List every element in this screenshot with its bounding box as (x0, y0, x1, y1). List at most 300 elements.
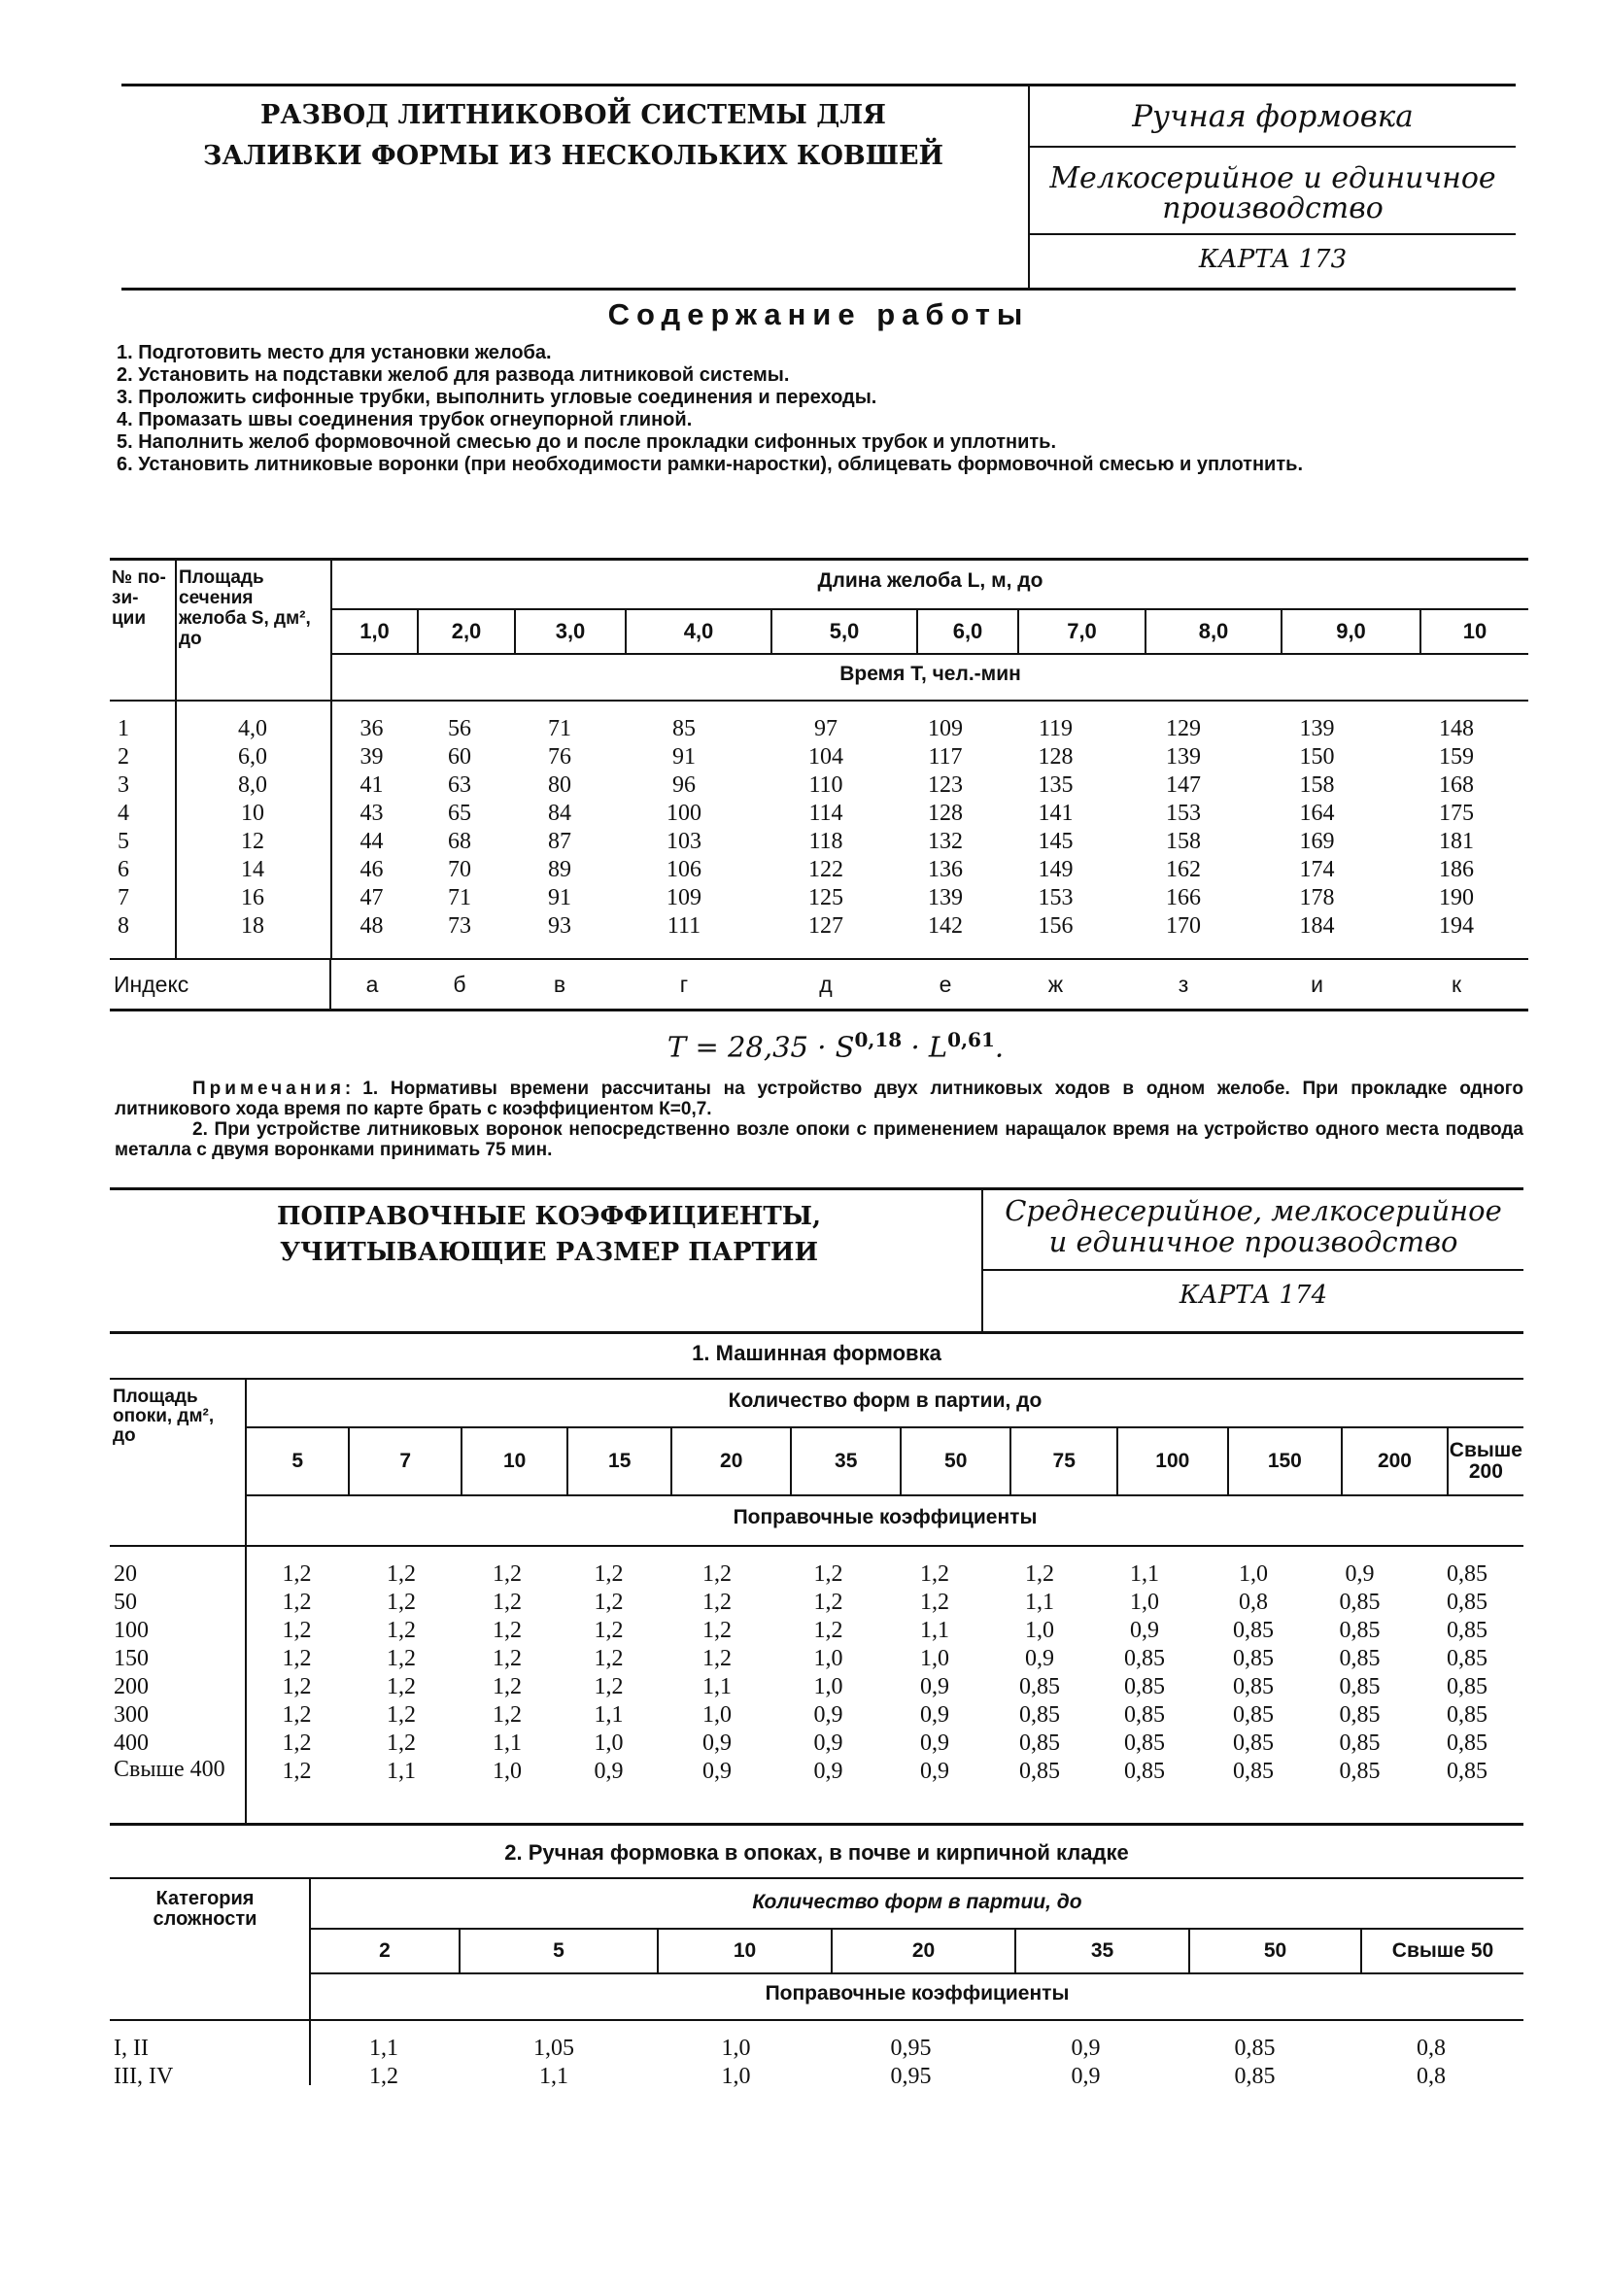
area-cell: 400 (114, 1731, 149, 1756)
table173-rule (110, 700, 1528, 702)
time-cell: 145 (1038, 829, 1074, 854)
step-item: 2. Установить на подставки желоб для развода литниковой системы. (117, 364, 790, 386)
top-rule (121, 84, 1516, 86)
coef-cell: 1,1 (369, 2036, 398, 2061)
coef-cell: 0,85 (1019, 1731, 1060, 1756)
table-row (110, 884, 1528, 912)
length-col: 10 (1420, 610, 1528, 653)
coef-cell: 0,9 (594, 1759, 624, 1784)
step-item: 5. Наполнить желоб формовочной смесью до и после прокладки сифонных трубок и уплотнить. (117, 431, 1057, 453)
coef-cell: 1,0 (920, 1646, 949, 1671)
time-cell: 87 (548, 829, 571, 854)
coef-cell: 1,1 (539, 2064, 568, 2089)
time-cell: 139 (1166, 744, 1201, 770)
header-rule-1 (1030, 146, 1516, 148)
coef-cell: 0,85 (1019, 1702, 1060, 1728)
header-bottom-rule (121, 288, 1516, 291)
length-col: 4,0 (626, 610, 771, 653)
length-columns (332, 610, 1528, 653)
notes-label: Примечания: (192, 1079, 356, 1099)
card173-title-line2: ЗАЛИВКИ ФОРМЫ ИЗ НЕСКОЛЬКИХ КОВШЕЙ (202, 141, 944, 171)
time-cell: 80 (548, 772, 571, 798)
coef-cell: 1,0 (1130, 1590, 1159, 1615)
time-cell: 106 (667, 857, 701, 882)
index-cell: к (1451, 971, 1462, 997)
coef-cell: 1,2 (813, 1618, 843, 1643)
coef-cell: 0,85 (1447, 1759, 1487, 1784)
coef-cell: 0,85 (1233, 1674, 1274, 1699)
count-col: Свыше 50 (1361, 1930, 1523, 1972)
coef-cell: 0,85 (1447, 1618, 1487, 1643)
formula-base: T = 28,35 · S (667, 1030, 855, 1064)
coef-cell: 0,9 (1025, 1646, 1054, 1671)
time-cell: 136 (928, 857, 963, 882)
count-col: 150 (1228, 1428, 1343, 1494)
time-cell: 194 (1439, 913, 1474, 939)
step-item: 1. Подготовить место для установки желоба. (117, 342, 552, 363)
step-item: 4. Промазать швы соединения трубок огнеупорной глиной. (117, 409, 693, 430)
time-cell: 117 (928, 744, 963, 770)
area-cell: 150 (114, 1646, 149, 1671)
time-cell: 48 (359, 913, 384, 939)
coef-cell: 1,2 (369, 2064, 398, 2089)
time-cell: 76 (548, 744, 571, 770)
index-cell: г (679, 971, 689, 997)
coef-cell: 1,2 (493, 1590, 522, 1615)
coef-cell: 0,9 (813, 1759, 843, 1784)
length-col: 3,0 (515, 610, 626, 653)
time-cell: 168 (1439, 772, 1474, 798)
time-cell: 158 (1166, 829, 1201, 854)
s2-rule (110, 1877, 1523, 1879)
area-cell: 8,0 (238, 772, 267, 798)
section1-heading: 1. Машинная формовка (692, 1341, 941, 1365)
coef-cell: 0,8 (1417, 2036, 1446, 2061)
area-cell: 18 (241, 913, 264, 939)
count-col: 100 (1117, 1428, 1228, 1494)
note-1 (115, 1079, 1523, 1119)
s1-rule (247, 1494, 1523, 1496)
note-2: 2. При устройстве литниковых воронок непосредственно возле опоки с применением наращалок время на устройство одного места подвода металла с двумя воронками принимать 75 мин. (115, 1119, 1523, 1160)
formula-end: . (994, 1030, 1005, 1064)
time-cell: 41 (359, 772, 384, 798)
time-cell: 70 (448, 857, 471, 882)
time-cell: 60 (448, 744, 471, 770)
time-cell: 36 (359, 716, 384, 741)
s1-body (110, 1560, 1523, 1786)
coef-cell: 1,2 (282, 1618, 312, 1643)
coef-cell: 1,2 (387, 1561, 416, 1587)
coef-cell: 0,85 (1447, 1674, 1487, 1699)
time-cell: 109 (667, 885, 701, 910)
coef-cell: 0,85 (1233, 1646, 1274, 1671)
index-cell: а (365, 971, 379, 997)
area-cell: 6,0 (238, 744, 267, 770)
time-cell: 153 (1166, 801, 1201, 826)
length-col: 6,0 (917, 610, 1018, 653)
table-row (110, 715, 1528, 743)
s2-rule (311, 1972, 1523, 1974)
length-col: 5,0 (771, 610, 917, 653)
time-cell: 169 (1299, 829, 1335, 854)
coef-cell: 1,2 (702, 1618, 732, 1643)
time-cell: 118 (808, 829, 843, 854)
coef-cell: 1,2 (282, 1590, 312, 1615)
time-cell: 56 (448, 716, 471, 741)
coef-cell: 1,2 (282, 1674, 312, 1699)
s2-rule (110, 2019, 1523, 2021)
coef-cell: 0,85 (1339, 1646, 1381, 1671)
coef-cell: 1,1 (387, 1759, 416, 1784)
index-cell: в (553, 971, 566, 997)
time-cell: 175 (1439, 801, 1474, 826)
coef-cell: 0,85 (1124, 1702, 1165, 1728)
time-cell: 39 (359, 744, 384, 770)
index-cell: ж (1047, 971, 1064, 997)
coef-cell: 0,9 (813, 1731, 843, 1756)
length-col: 1,0 (359, 619, 390, 643)
s1-rule (110, 1378, 1523, 1380)
card174-top-rule (110, 1187, 1523, 1190)
step-item: 6. Установить литниковые воронки (при необходимости рамки-наростки), облицевать формовочной смесью и уплотнить. (117, 454, 1303, 475)
time-cell: 149 (1038, 857, 1074, 882)
coef-cell: 1,2 (594, 1618, 624, 1643)
coef-cell: 1,2 (387, 1618, 416, 1643)
time-cell: 181 (1439, 829, 1474, 854)
steps-list (117, 342, 1525, 476)
header-divider (1028, 84, 1030, 288)
time-cell: 100 (667, 801, 701, 826)
count-col: 2 (379, 1939, 391, 1962)
coef-cell: 1,2 (282, 1646, 312, 1671)
count-col: 5 (291, 1450, 304, 1472)
area-cell: 10 (241, 801, 264, 826)
s1-col-area-header: Площадь опоки, дм², до (113, 1387, 215, 1446)
table-row (110, 771, 1528, 800)
table-row (110, 1758, 1523, 1786)
time-cell: 114 (808, 801, 843, 826)
time-cell: 109 (928, 716, 963, 741)
count-col: 75 (1010, 1428, 1117, 1494)
coef-cell: 0,9 (813, 1702, 843, 1728)
time-cell: 97 (814, 716, 838, 741)
card174-title-line2: УЧИТЫВАЮЩИЕ РАЗМЕР ПАРТИИ (279, 1238, 819, 1267)
time-cell: 65 (448, 801, 471, 826)
count-col: 50 (1189, 1930, 1361, 1972)
table173-bottom-rule (110, 1009, 1528, 1011)
length-header: Длина желоба L, м, до (817, 569, 1043, 592)
coef-cell: 0,85 (1234, 2064, 1276, 2089)
coef-cell: 0,9 (1071, 2064, 1101, 2089)
time-cell: 158 (1299, 772, 1335, 798)
area-cell: 20 (114, 1561, 137, 1587)
time-cell: 44 (359, 829, 384, 854)
time-cell: 46 (359, 857, 384, 882)
s2-coef-header: Поправочные коэффициенты (765, 1982, 1070, 2005)
col-area-header: Площадь сечения желоба S, дм², до (179, 567, 311, 649)
index-cell: и (1311, 971, 1323, 997)
card174-header-rule (983, 1269, 1523, 1271)
formula-exp-l: 0,61 (947, 1028, 995, 1051)
time-cell: 84 (548, 801, 571, 826)
time-cell: 174 (1299, 857, 1335, 882)
table-row (110, 1589, 1523, 1617)
time-cell: 166 (1166, 885, 1201, 910)
coef-cell: 0,85 (1447, 1561, 1487, 1587)
area-cell: 14 (241, 857, 264, 882)
coef-cell: 0,9 (920, 1731, 949, 1756)
area-cell: 16 (241, 885, 264, 910)
time-cell: 142 (928, 913, 963, 939)
coef-cell: 0,85 (1339, 1731, 1381, 1756)
s1-rule (110, 1545, 1523, 1547)
time-cell: 73 (448, 913, 471, 939)
molding-type: Ручная формовка (1132, 99, 1414, 134)
area-cell: 300 (114, 1702, 149, 1728)
pos-cell: 5 (118, 829, 129, 854)
coef-cell: 1,1 (702, 1674, 732, 1699)
coef-cell: 0,85 (1019, 1674, 1060, 1699)
index-row (110, 960, 1528, 1009)
time-cell: 110 (808, 772, 843, 798)
time-cell: 186 (1439, 857, 1474, 882)
table-row (110, 828, 1528, 856)
coef-cell: 0,85 (1233, 1731, 1274, 1756)
card174-production-line2: и единичное производство (1048, 1225, 1458, 1258)
table-row (110, 856, 1528, 884)
coef-cell: 1,0 (493, 1759, 522, 1784)
table-row (110, 1617, 1523, 1645)
time-cell: 162 (1166, 857, 1201, 882)
s1-count-header: Количество форм в партии, до (728, 1389, 1043, 1412)
coef-cell: 1,2 (493, 1674, 522, 1699)
length-col: 9,0 (1282, 610, 1420, 653)
coef-cell: 0,85 (1447, 1646, 1487, 1671)
coef-cell: 0,95 (890, 2036, 932, 2061)
coef-cell: 0,85 (1124, 1674, 1165, 1699)
time-cell: 68 (448, 829, 471, 854)
coef-cell: 0,85 (1124, 1759, 1165, 1784)
coef-cell: 0,9 (920, 1759, 949, 1784)
time-cell: 139 (928, 885, 963, 910)
s2-col-category-header: Категория сложности (153, 1888, 257, 1930)
time-cell: 103 (667, 829, 701, 854)
time-cell: 111 (667, 913, 701, 939)
count-col: 20 (671, 1428, 791, 1494)
table-row (110, 912, 1528, 941)
content-heading: Содержание работы (607, 297, 1030, 331)
coef-cell: 0,85 (1233, 1618, 1274, 1643)
time-cell: 139 (1299, 716, 1335, 741)
time-cell: 43 (359, 801, 384, 826)
table173-body (110, 715, 1528, 941)
count-col: 15 (567, 1428, 671, 1494)
time-cell: 184 (1299, 913, 1335, 939)
area-cell: 4,0 (238, 716, 267, 741)
count-col: 35 (1015, 1930, 1189, 1972)
coef-cell: 1,05 (533, 2036, 574, 2061)
time-cell: 147 (1166, 772, 1201, 798)
time-cell: 135 (1038, 772, 1074, 798)
coef-cell: 1,2 (493, 1702, 522, 1728)
section2-heading: 2. Ручная формовка в опоках, в почве и кирпичной кладке (504, 1840, 1129, 1865)
length-col: 7,0 (1018, 610, 1145, 653)
count-col: 10 (462, 1428, 568, 1494)
coef-cell: 1,0 (813, 1646, 843, 1671)
note-1-text: 1. Нормативы времени рассчитаны на устройство двух литниковых ходов в одном желобе. При прокладке одного литникового хода время по карте брать с коэффициентом К=0,7. (115, 1079, 1523, 1119)
header-rule-2 (1030, 233, 1516, 235)
coef-cell: 0,85 (1233, 1759, 1274, 1784)
count-col: 35 (791, 1428, 901, 1494)
table-row (110, 1645, 1523, 1673)
coef-cell: 1,1 (493, 1731, 522, 1756)
coef-cell: 0,85 (1447, 1590, 1487, 1615)
coef-cell: 0,9 (1345, 1561, 1375, 1587)
count-col: 50 (901, 1428, 1011, 1494)
index-cell: б (453, 971, 466, 997)
count-col: 20 (832, 1930, 1015, 1972)
time-cell: 122 (808, 857, 843, 882)
coef-cell: 1,2 (282, 1759, 312, 1784)
time-cell: 71 (548, 716, 571, 741)
coef-cell: 1,1 (920, 1618, 949, 1643)
coef-cell: 1,2 (594, 1590, 624, 1615)
table173-rule (332, 653, 1528, 655)
coef-cell: 0,9 (920, 1674, 949, 1699)
formula (583, 1028, 1088, 1064)
coef-cell: 1,0 (721, 2036, 751, 2061)
time-cell: 128 (1038, 744, 1074, 770)
time-cell: 71 (448, 885, 471, 910)
time-cell: 159 (1439, 744, 1474, 770)
coef-cell: 1,1 (1130, 1561, 1159, 1587)
index-label: Индекс (110, 960, 330, 1009)
coef-cell: 1,1 (1025, 1590, 1054, 1615)
coef-cell: 0,85 (1124, 1646, 1165, 1671)
col-position-header: № по-зи-ции (112, 567, 166, 629)
pos-cell: 6 (118, 857, 129, 882)
time-cell: 89 (548, 857, 571, 882)
card174-header-bottom-rule (110, 1331, 1523, 1334)
s2-count-columns (311, 1930, 1523, 1972)
coef-cell: 1,0 (1025, 1618, 1054, 1643)
coef-cell: 1,2 (813, 1590, 843, 1615)
time-cell: 150 (1299, 744, 1335, 770)
card173-number: КАРТА 173 (1198, 245, 1348, 274)
index-cell: з (1178, 971, 1189, 997)
formula-mid: · L (902, 1030, 948, 1064)
time-cell: 91 (548, 885, 571, 910)
table-row (110, 2063, 1523, 2091)
index-cell: д (819, 971, 833, 997)
coef-cell: 1,2 (594, 1646, 624, 1671)
table-row (110, 1701, 1523, 1730)
card173-title (146, 95, 1001, 177)
time-cell: 93 (548, 913, 571, 939)
length-col: 8,0 (1145, 610, 1282, 653)
time-cell: 129 (1166, 716, 1201, 741)
area-cell: 200 (114, 1674, 149, 1699)
s2-count-header: Количество форм в партии, до (752, 1891, 1082, 1913)
pos-cell: 8 (118, 913, 129, 939)
count-col: 200 (1342, 1428, 1448, 1494)
time-cell: 164 (1299, 801, 1335, 826)
coef-cell: 1,2 (282, 1702, 312, 1728)
coef-cell: 0,85 (1124, 1731, 1165, 1756)
category-cell: III, IV (114, 2064, 174, 2089)
coef-cell: 1,2 (282, 1731, 312, 1756)
production-type: Мелкосерийное и единичное производство (1049, 161, 1496, 225)
coef-cell: 1,0 (594, 1731, 624, 1756)
time-cell: 63 (448, 772, 471, 798)
card174-title-line1: ПОПРАВОЧНЫЕ КОЭФФИЦИЕНТЫ, (276, 1202, 822, 1231)
table-row (110, 1730, 1523, 1758)
coef-cell: 1,2 (813, 1561, 843, 1587)
table-row (110, 1560, 1523, 1589)
table173-top-rule (110, 558, 1528, 561)
pos-cell: 3 (118, 772, 129, 798)
coef-cell: 1,2 (702, 1561, 732, 1587)
time-cell: 132 (928, 829, 963, 854)
pos-cell: 2 (118, 744, 129, 770)
coef-cell: 1,2 (920, 1590, 949, 1615)
formula-exp-s: 0,18 (854, 1028, 903, 1051)
card174-production-line1: Среднесерийное, мелкосерийное (1005, 1194, 1502, 1227)
coef-cell: 1,2 (387, 1590, 416, 1615)
area-cell: 12 (241, 829, 264, 854)
coef-cell: 0,85 (1339, 1674, 1381, 1699)
coef-cell: 0,85 (1339, 1618, 1381, 1643)
pos-cell: 7 (118, 885, 129, 910)
card174-production (986, 1195, 1521, 1257)
card174-number: КАРТА 174 (1179, 1281, 1328, 1310)
table-row (110, 743, 1528, 771)
coef-cell: 1,2 (493, 1561, 522, 1587)
area-cell: 100 (114, 1618, 149, 1643)
pos-cell: 4 (118, 801, 129, 826)
time-cell: 141 (1038, 801, 1074, 826)
coef-cell: 0,9 (702, 1759, 732, 1784)
time-cell: 148 (1439, 716, 1474, 741)
coef-cell: 0,9 (1071, 2036, 1101, 2061)
coef-cell: 0,85 (1447, 1731, 1487, 1756)
notes (115, 1079, 1523, 1160)
coef-cell: 1,2 (594, 1561, 624, 1587)
area-cell: 50 (114, 1590, 137, 1615)
time-header: Время Т, чел.-мин (839, 663, 1021, 685)
time-cell: 156 (1038, 913, 1074, 939)
count-col: 5 (460, 1930, 658, 1972)
time-cell: 127 (808, 913, 843, 939)
card174-header-divider (981, 1187, 983, 1331)
coef-cell: 0,85 (1339, 1702, 1381, 1728)
time-cell: 153 (1038, 885, 1074, 910)
coef-cell: 0,85 (1019, 1759, 1060, 1784)
category-cell: I, II (114, 2036, 149, 2061)
time-cell: 104 (808, 744, 843, 770)
count-col: 7 (349, 1428, 461, 1494)
time-cell: 123 (928, 772, 963, 798)
s1-count-columns (247, 1428, 1523, 1494)
coef-cell: 0,85 (1233, 1702, 1274, 1728)
time-cell: 128 (928, 801, 963, 826)
card173-title-line1: РАЗВОД ЛИТНИКОВОЙ СИСТЕМЫ ДЛЯ (260, 100, 886, 130)
index-cell: е (939, 971, 952, 997)
coef-cell: 0,85 (1339, 1759, 1381, 1784)
time-cell: 178 (1299, 885, 1335, 910)
coef-cell: 1,2 (387, 1731, 416, 1756)
count-col: Свыше 200 (1448, 1428, 1523, 1494)
